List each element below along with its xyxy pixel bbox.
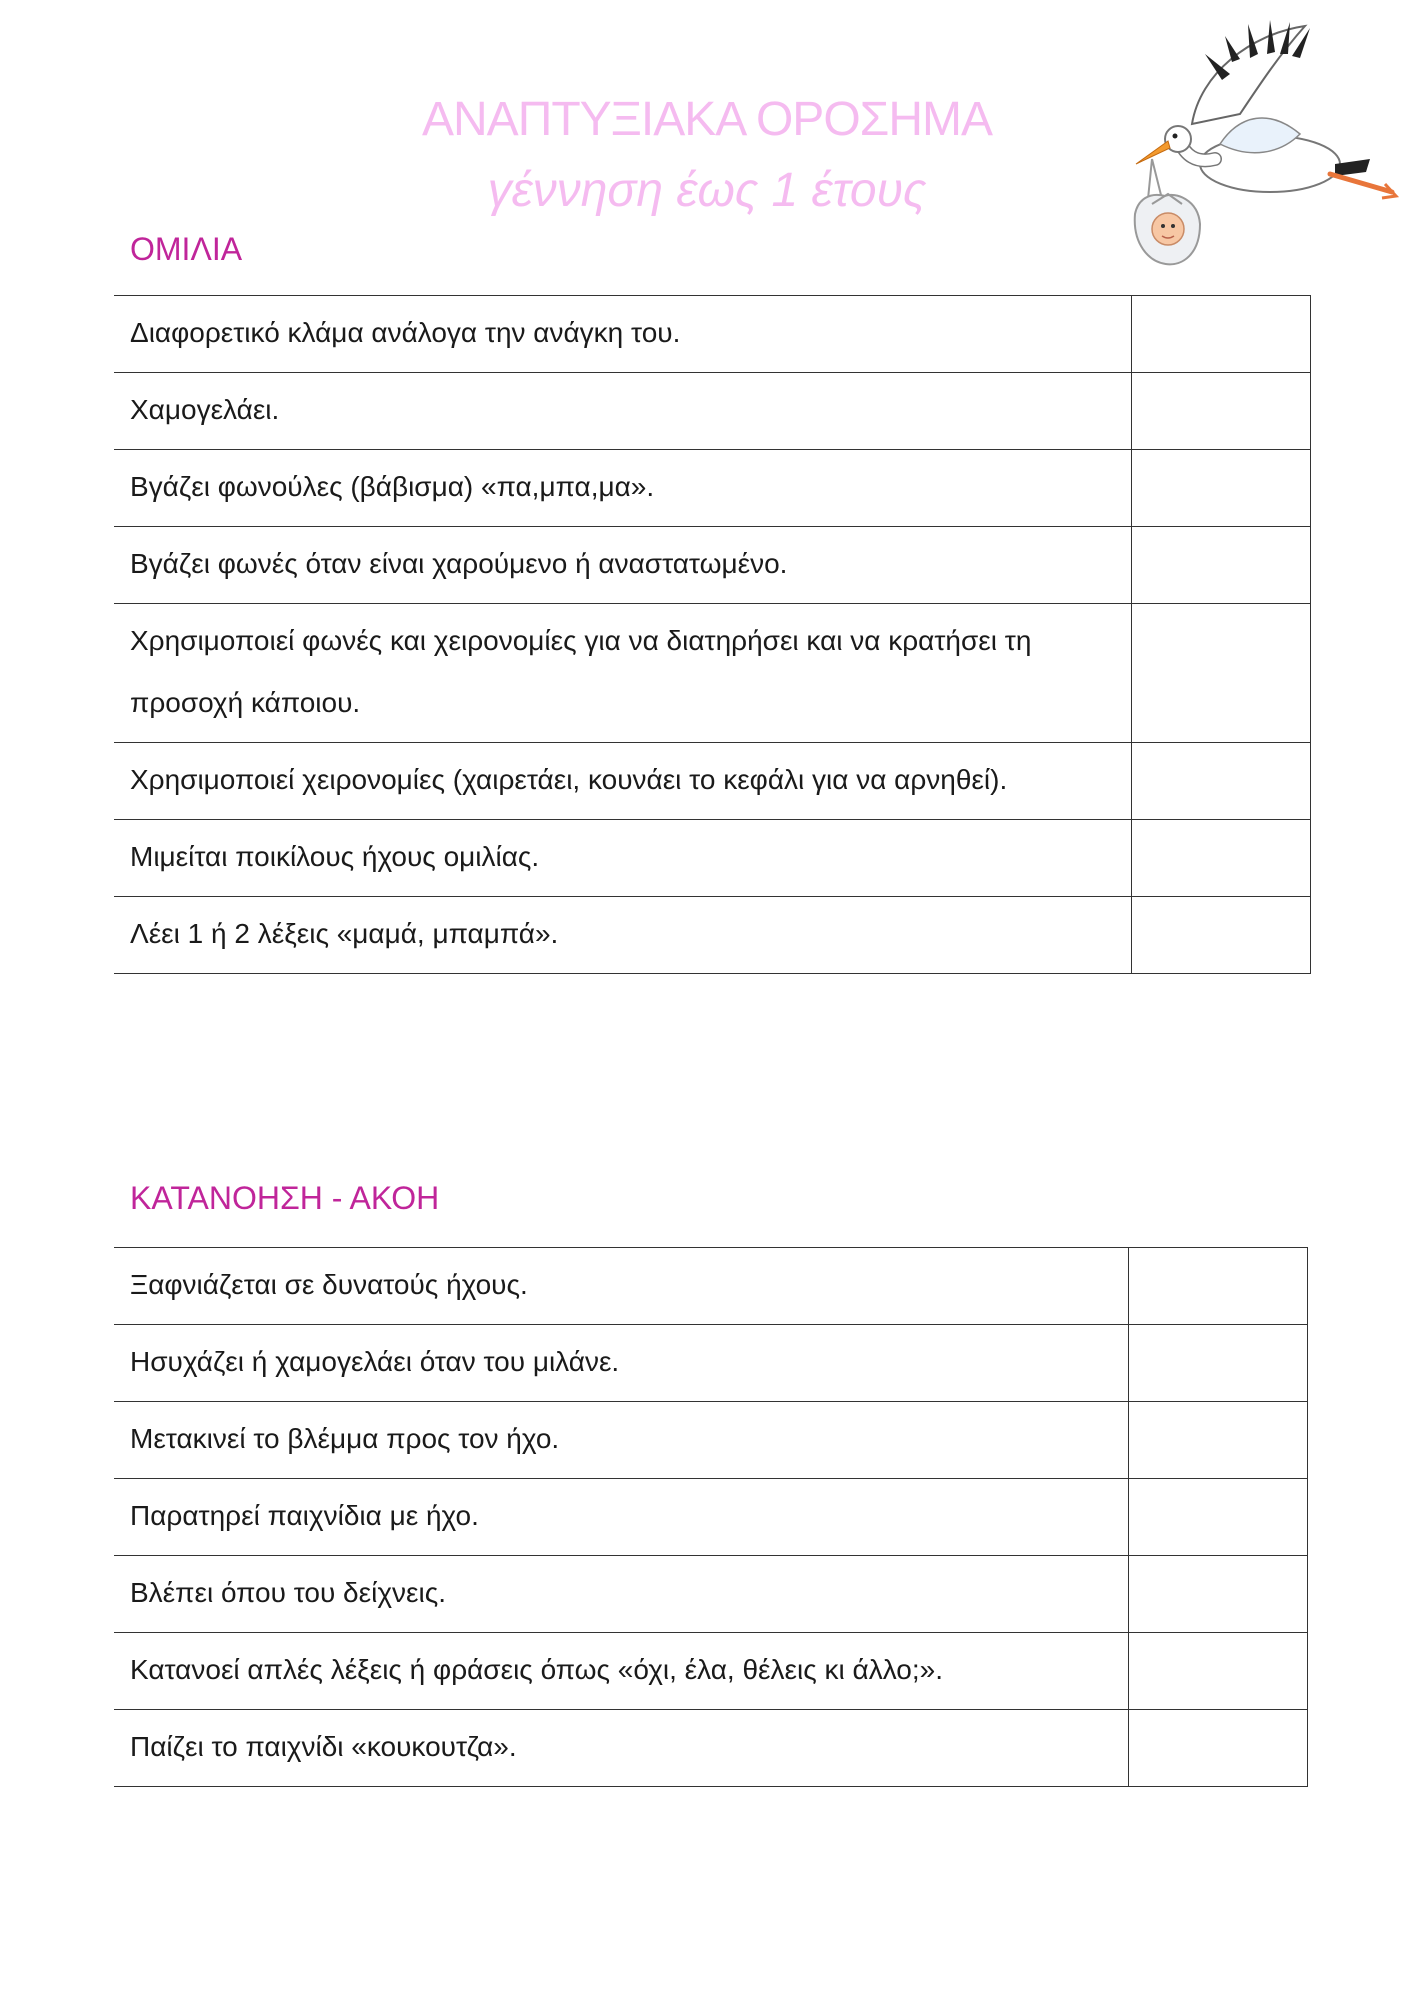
table-row [114,1325,1307,1402]
milestone-text: Ξαφνιάζεται σε δυνατούς ήχους. [114,1248,1128,1325]
table-row [114,743,1310,820]
table-row [114,1402,1307,1479]
table-row [114,1633,1307,1710]
table-row [114,296,1310,373]
check-cell[interactable] [1131,897,1310,974]
section-heading-comprehension-hearing: ΚΑΤΑΝΟΗΣΗ - ΑΚΟΗ [130,1180,440,1216]
milestone-text: Ησυχάζει ή χαμογελάει όταν του μιλάνε. [114,1325,1128,1402]
table-row [114,897,1310,974]
milestone-text: Μιμείται ποικίλους ήχους ομιλίας. [114,820,1131,897]
speech-checklist-table [114,295,1311,974]
table-row [114,1479,1307,1556]
milestone-text: Βλέπει όπου του δείχνεις. [114,1556,1128,1633]
milestone-text: Παρατηρεί παιχνίδια με ήχο. [114,1479,1128,1556]
milestone-text: Παίζει το παιχνίδι «κουκουτζα». [114,1710,1128,1787]
stork-carrying-baby-icon [1130,14,1400,294]
milestone-text: Λέει 1 ή 2 λέξεις «μαμά, μπαμπά». [114,897,1131,974]
check-cell[interactable] [1128,1248,1307,1325]
check-cell[interactable] [1131,450,1310,527]
table-row [114,450,1310,527]
document-subtitle: γέννηση έως 1 έτους [487,164,927,217]
table-row [114,1556,1307,1633]
table-row [114,1248,1307,1325]
check-cell[interactable] [1128,1479,1307,1556]
table-row [114,820,1310,897]
milestone-text: Διαφορετικό κλάμα ανάλογα την ανάγκη του. [114,296,1131,373]
milestone-text: Μετακινεί το βλέμμα προς τον ήχο. [114,1402,1128,1479]
section-heading-speech: ΟΜΙΛΙΑ [130,231,243,267]
check-cell[interactable] [1131,373,1310,450]
comprehension-checklist-table [114,1247,1308,1787]
check-cell[interactable] [1128,1325,1307,1402]
table-row [114,373,1310,450]
check-cell[interactable] [1131,296,1310,373]
table-row [114,527,1310,604]
table-row [114,1710,1307,1787]
check-cell[interactable] [1131,820,1310,897]
check-cell[interactable] [1128,1710,1307,1787]
milestone-text: Χρησιμοποιεί χειρονομίες (χαιρετάει, κουνάει το κεφάλι για να αρνηθεί). [114,743,1131,820]
check-cell[interactable] [1131,743,1310,820]
check-cell[interactable] [1128,1402,1307,1479]
milestone-text: Κατανοεί απλές λέξεις ή φράσεις όπως «όχι, έλα, θέλεις κι άλλο;». [114,1633,1128,1710]
milestone-text: Βγάζει φωνούλες (βάβισμα) «πα,μπα,μα». [114,450,1131,527]
check-cell[interactable] [1128,1633,1307,1710]
milestone-text: Χρησιμοποιεί φωνές και χειρονομίες για να διατηρήσει και να κρατήσει τη προσοχή κάποιου. [114,604,1131,743]
document-title: ΑΝΑΠΤΥΞΙΑΚΑ ΟΡΟΣΗΜΑ [422,93,992,146]
check-cell[interactable] [1131,527,1310,604]
check-cell[interactable] [1131,604,1310,743]
table-row [114,604,1310,743]
milestone-text: Χαμογελάει. [114,373,1131,450]
check-cell[interactable] [1128,1556,1307,1633]
milestone-text: Βγάζει φωνές όταν είναι χαρούμενο ή αναστατωμένο. [114,527,1131,604]
